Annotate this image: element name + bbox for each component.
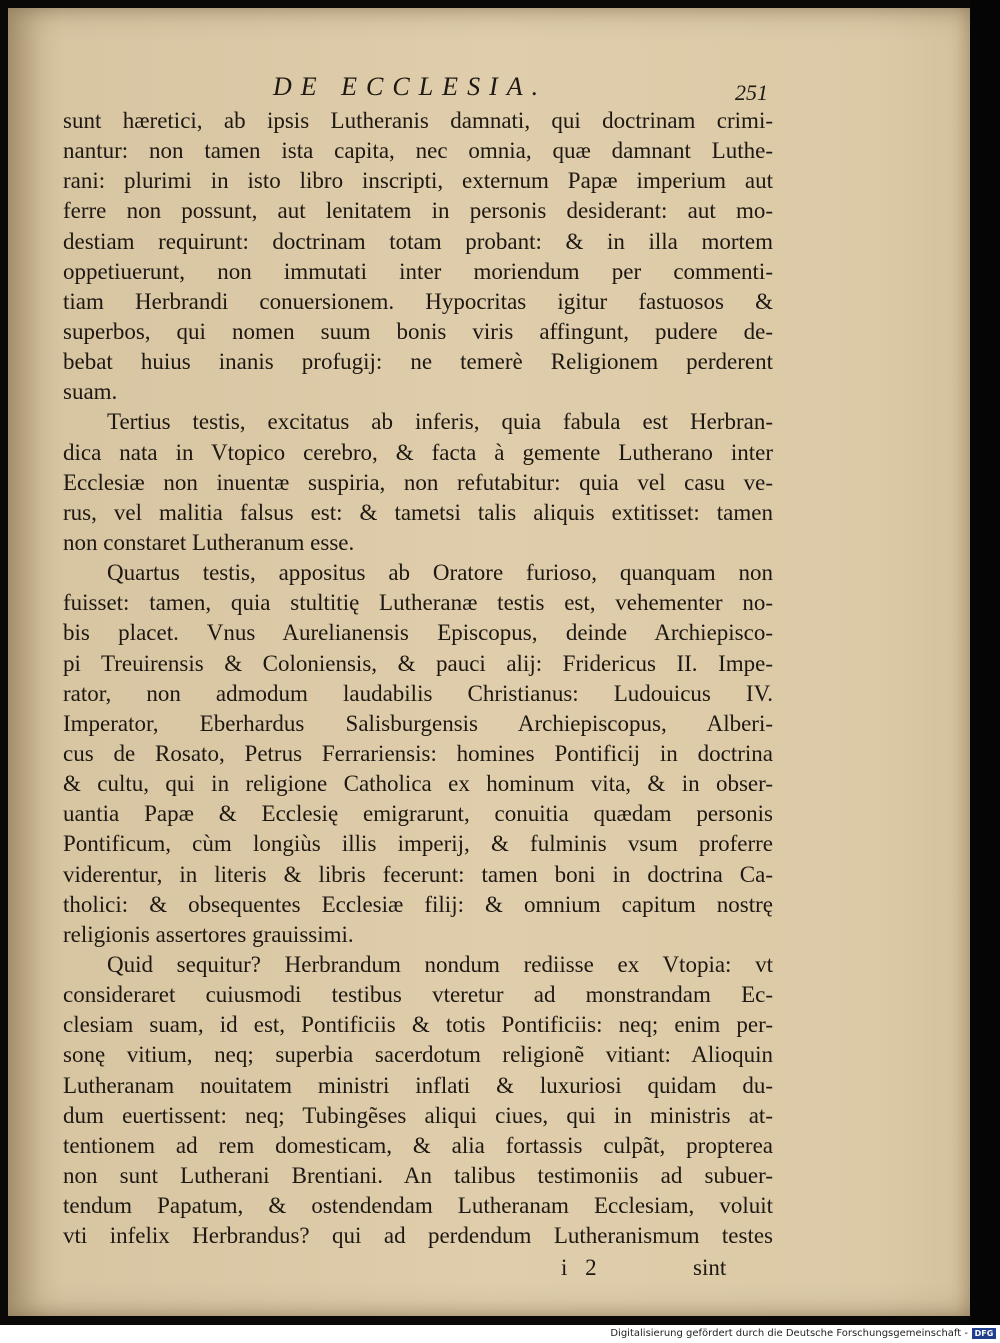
body-text — [63, 106, 773, 1251]
text-line: non constaret Lutheranum esse. — [63, 529, 355, 555]
text-line: tentionem ad rem domesticam, & alia fortassis culpãt, propterea — [63, 1132, 773, 1158]
text-line: non sunt Lutherani Brentiani. An talibus testimoniis ad subuer- — [63, 1162, 773, 1188]
text-line: ferre non possunt, aut lenitatem in personis desiderant: aut mo- — [63, 198, 773, 224]
header-title: DE ECCLESIA. — [273, 72, 548, 101]
text-line: sunt hæretici, ab ipsis Lutheranis damnati, qui doctrinam crimi- — [63, 108, 773, 133]
text-line: Lutheranam nouitatem ministri inflati & luxuriosi quidam du- — [63, 1072, 773, 1098]
footer-bar — [0, 1325, 1000, 1343]
text-line: viderentur, in literis & libris fecerunt: tamen boni in doctrina Ca- — [63, 861, 773, 887]
text-line: tendum Papatum, & ostendendam Lutheranam Ecclesiam, voluit — [63, 1193, 773, 1219]
scan-border — [970, 0, 1000, 1325]
text-line: tholici: & obsequentes Ecclesiæ filij: & omnium capitum nostrę — [63, 891, 773, 917]
book-page — [8, 8, 970, 1316]
text-line: & cultu, qui in religione Catholica ex hominum vita, & in obser- — [63, 771, 773, 797]
text-line: consideraret cuiusmodi testibus vteretur ad monstrandam Ec- — [63, 982, 773, 1008]
text-line: dum euertissent: neq; Tubingẽses aliqui ciues, qui in ministris at- — [63, 1102, 773, 1128]
text-line: cus de Rosato, Petrus Ferrariensis: homines Pontificij in doctrina — [63, 740, 773, 766]
text-line: suam. — [63, 379, 118, 405]
text-line: rus, vel malitia falsus est: & tametsi talis aliquis extitisset: tamen — [63, 499, 773, 525]
text-line: Tertius testis, excitatus ab inferis, quia fabula est Herbran- — [107, 409, 773, 435]
text-line: Imperator, Eberhardus Salisburgensis Archiepiscopus, Alberi- — [63, 710, 773, 736]
dfg-logo-icon: DFG — [972, 1328, 996, 1339]
text-line: rator, non admodum laudabilis Christianus: Ludouicus IV. — [63, 680, 773, 706]
text-line: rani: plurimi in isto libro inscripti, externum Papæ imperium aut — [63, 168, 773, 194]
text-line: vti infelix Herbrandus? qui ad perdendum Lutheranismum testes — [63, 1223, 773, 1249]
text-line: oppetiuerunt, non immutati inter moriendum per commenti- — [63, 258, 773, 284]
text-line: religionis assertores grauissimi. — [63, 921, 354, 947]
text-line: pi Treuirensis & Coloniensis, & pauci alij: Fridericus II. Impe- — [63, 650, 773, 676]
text-line: dica nata in Vtopico cerebro, & facta à gemente Lutherano inter — [63, 439, 773, 465]
page-number: 251 — [735, 80, 768, 105]
text-line: tiam Herbrandi conuersionem. Hypocritas igitur fastuosos & — [63, 288, 773, 314]
text-line: Quid sequitur? Herbrandum nondum rediisse ex Vtopia: vt — [107, 951, 773, 977]
text-line: bebat huius inanis profugij: ne temerè Religionem perderent — [63, 349, 773, 375]
text-line: sonę vitium, neq; superbia sacerdotum religionẽ vitiant: Alioquin — [63, 1042, 773, 1068]
signature-mark: i 2 — [561, 1255, 603, 1281]
text-line: Pontificum, cùm longiùs illis imperij, & fulminis vsum proferre — [63, 831, 773, 857]
running-head — [63, 66, 773, 106]
text-line: nantur: non tamen ista capita, nec omnia, quæ damnant Luthe- — [63, 138, 773, 164]
text-line: clesiam suam, id est, Pontificiis & totis Pontificiis: neq; enim per- — [63, 1012, 773, 1038]
text-line: Ecclesiæ non inuentæ suspiria, non refutabitur: quia vel casu ve- — [63, 469, 773, 495]
text-line: Quartus testis, appositus ab Oratore furioso, quanquam non — [107, 560, 773, 586]
text-line: bis placet. Vnus Aurelianensis Episcopus, deinde Archiepisco- — [63, 620, 773, 646]
text-line: fuisset: tamen, quia stultitię Lutheranæ testis est, vehementer no- — [63, 590, 773, 616]
text-line: superbos, qui nomen suum bonis viris affingunt, pudere de- — [63, 318, 773, 344]
page-foot-marks — [63, 1253, 773, 1287]
text-line: uantia Papæ & Ecclesię emigrarunt, conuitia quædam personis — [63, 801, 773, 827]
text-line: destiam requirunt: doctrinam totam probant: & in illa mortem — [63, 228, 773, 254]
text-block — [63, 66, 773, 1287]
funding-credit: Digitalisierung gefördert durch die Deutsche Forschungsgemeinschaft - — [610, 1328, 968, 1339]
catchword: sint — [693, 1255, 727, 1281]
